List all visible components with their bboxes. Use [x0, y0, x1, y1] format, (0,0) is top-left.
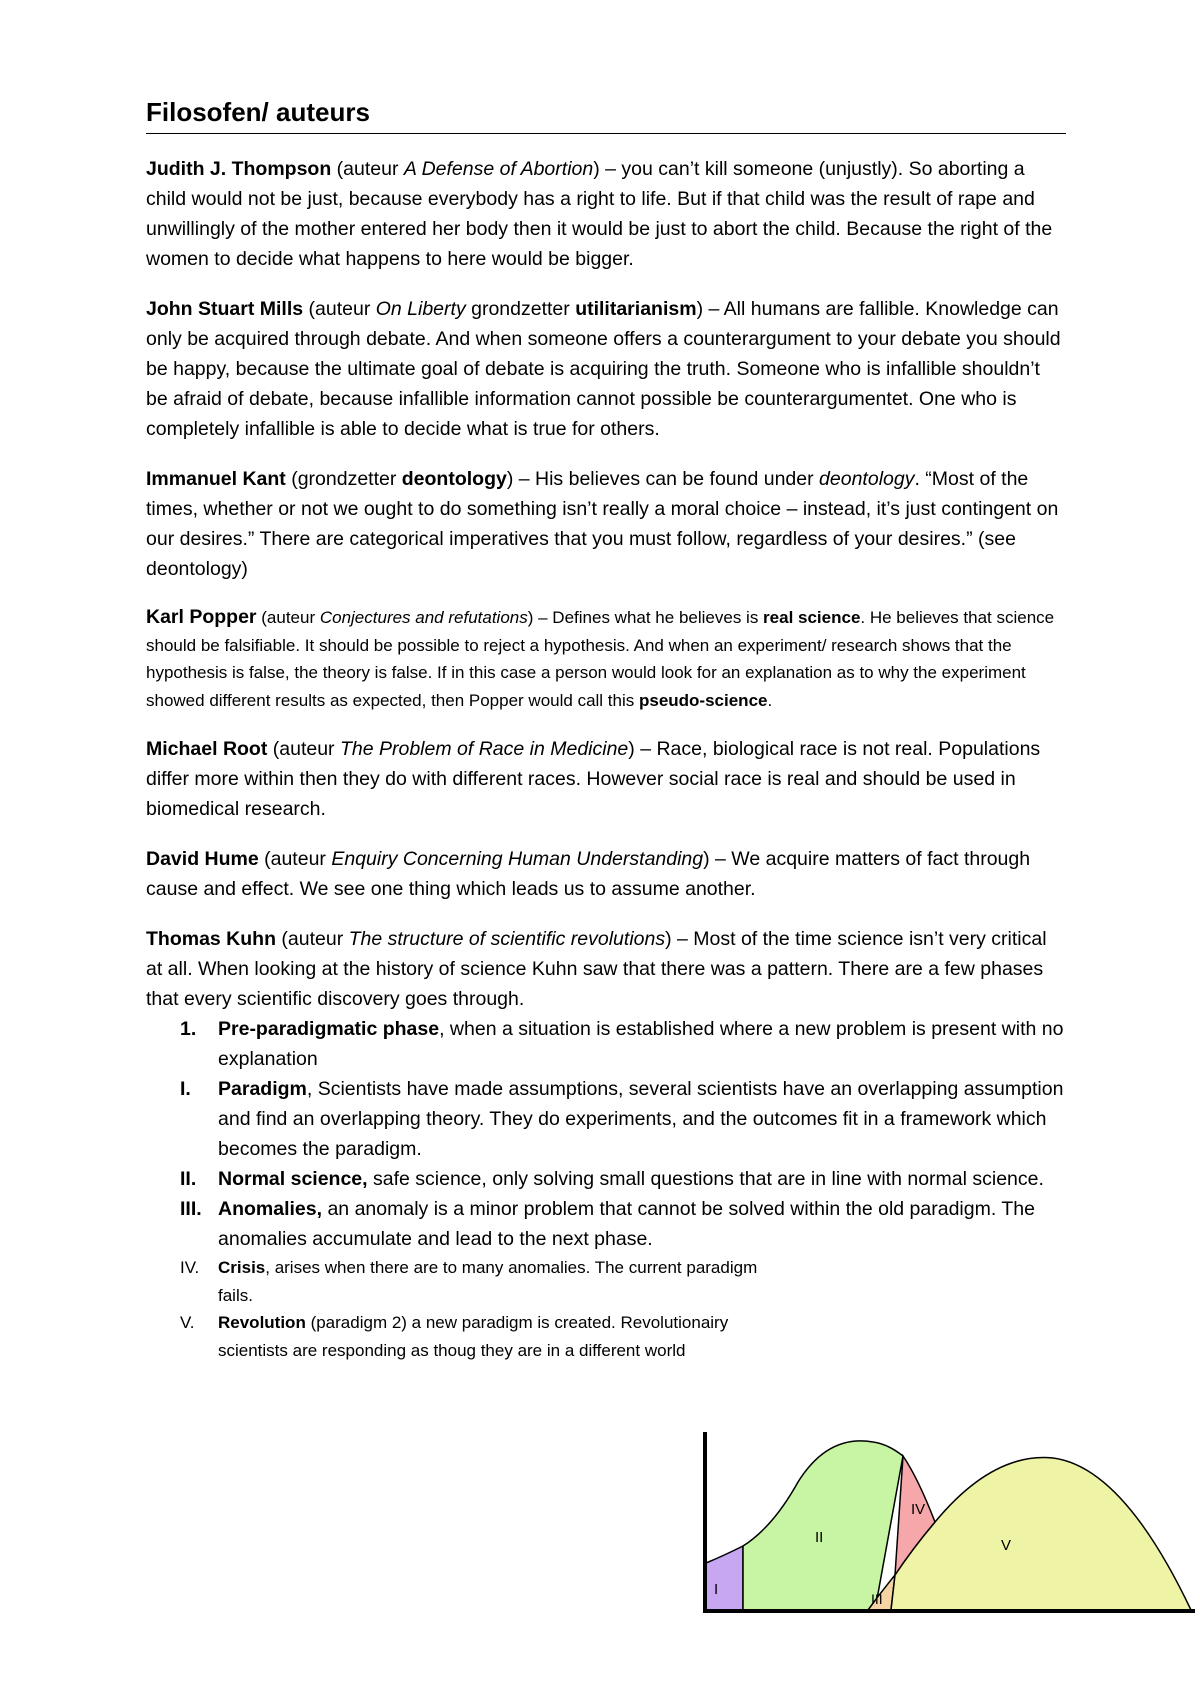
entry-mill: John Stuart Mills (auteur On Liberty grondzetter utilitarianism) – All humans are fallible. Knowledge can only be acquired through debate. And when someone offers a counterargument to your debate you should be happy, because the ultimate goal of debate is acquiring the truth. Someone who is infallible shouldn’t be afraid of debate, because infallible information cannot possible be counterargumentet. One who is completely infallible is able to decide what is true for others.	[146, 298, 1061, 440]
work-title: On Liberty	[375, 298, 466, 320]
term-italic: deontology	[819, 468, 915, 490]
author-name: Immanuel Kant	[146, 468, 286, 490]
entry-hume: David Hume (auteur Enquiry Concerning Human Understanding) – We acquire matters of fact through cause and effect. We see one thing which leads us to assume another.	[146, 848, 1031, 900]
work-title: A Defense of Abortion	[403, 158, 594, 180]
entry-popper: Karl Popper (auteur Conjectures and refutations) – Defines what he believes is real science. He believes that science should be falsifiable. It should be possible to reject a hypothesis. And when an experiment/ research shows that the hypothesis is false, the theory is false. If in this case a person would look for an explanation as to why the experiment showed different results as expected, then Popper would call this pseudo-science.	[146, 606, 1055, 710]
school-term: utilitarianism	[575, 298, 697, 320]
work-title: The Problem of Race in Medicine	[339, 738, 629, 760]
work-title: Conjectures and refutations	[319, 608, 528, 627]
label-v: V	[1001, 1537, 1012, 1554]
author-name: Michael Root	[146, 738, 268, 760]
list-item: V. Revolution (paradigm 2) a new paradigm is created. Revolutionairy scientists are responding as thoug they are in a different world	[180, 1313, 729, 1360]
author-name: Thomas Kuhn	[146, 928, 276, 950]
label-iv: IV	[911, 1501, 926, 1518]
list-item: III. Anomalies, an anomaly is a minor problem that cannot be solved within the old paradigm. The anomalies accumulate and lead to the next phase.	[180, 1198, 1035, 1250]
region-ii	[743, 1441, 903, 1610]
label-iii: III	[871, 1591, 883, 1607]
author-name: Karl Popper	[146, 606, 257, 628]
region-v	[891, 1458, 1191, 1610]
work-title: The structure of scientific revolutions	[348, 928, 666, 950]
label-ii: II	[815, 1529, 824, 1546]
kuhn-phase-list	[146, 1014, 1066, 1364]
document-page	[146, 95, 1066, 1364]
label-i: I	[714, 1581, 719, 1598]
entry-thompson: Judith J. Thompson (auteur A Defense of Abortion) – you can’t kill someone (unjustly). So aborting a child would not be just, because everybody has a right to life. But if that child was the result of rape and unwillingly of the mother entered her body then it would be just to abort the child. Because the right of the women to decide what happens to here would be bigger.	[146, 158, 1053, 270]
list-item: II. Normal science, safe science, only solving small questions that are in line with normal science.	[180, 1168, 1044, 1190]
list-item: I. Paradigm, Scientists have made assumptions, several scientists have an overlapping assumption and find an overlapping theory. They do experiments, and the outcomes fit in a framework which becomes the paradigm.	[180, 1078, 1064, 1160]
entry-kuhn: Thomas Kuhn (auteur The structure of scientific revolutions) – Most of the time science isn’t very critical at all. When looking at the history of science Kuhn saw that there was a pattern. There are a few phases that every scientific discovery goes through.	[146, 928, 1047, 1010]
entry-root: Michael Root (auteur The Problem of Race in Medicine) – Race, biological race is not real. Populations differ more within then they do with different races. However social race is real and should be used in biomedical research.	[146, 738, 1041, 820]
page-title: Filosofen/ auteurs	[146, 95, 1066, 134]
author-name: John Stuart Mills	[146, 298, 304, 320]
author-name: Judith J. Thompson	[146, 158, 332, 180]
term-pseudo-science: pseudo-science	[638, 690, 768, 710]
term-real-science: real science	[763, 608, 861, 627]
school-term: deontology	[401, 468, 507, 490]
region-i	[706, 1546, 743, 1610]
entry-kant: Immanuel Kant (grondzetter deontology) – His believes can be found under deontology. “Most of the times, whether or not we ought to do something isn’t really a moral choice – instead, it’s just contingent on our desires.” There are categorical imperatives that you must follow, regardless of your desires.” (see deontology)	[146, 468, 1059, 580]
list-item: 1. Pre-paradigmatic phase, when a situation is established where a new problem is present with no explanation	[180, 1018, 1064, 1070]
work-title: Enquiry Concerning Human Understanding	[331, 848, 704, 870]
kuhn-cycle-diagram	[703, 1432, 1195, 1617]
author-name: David Hume	[146, 848, 259, 870]
list-item: IV. Crisis, arises when there are to many anomalies. The current paradigm fails.	[180, 1258, 758, 1305]
